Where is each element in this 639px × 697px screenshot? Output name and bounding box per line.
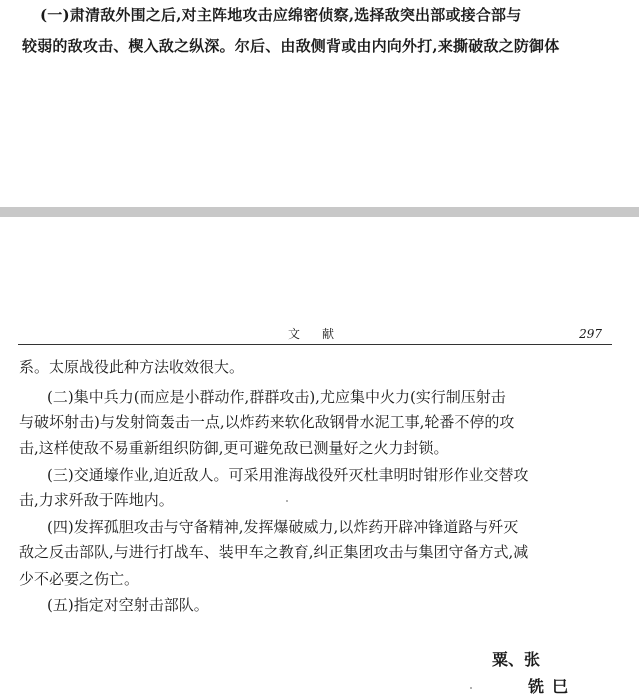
body-line: 与破坏射击)与发射筒轰击一点,以炸药来软化敌钢骨水泥工事,轮番不停的攻 — [19, 413, 515, 431]
header-rule — [18, 344, 612, 345]
body-line: (三)交通壕作业,迫近敌人。可采用淮海战役歼灭杜聿明时钳形作业交替攻 — [47, 466, 529, 484]
body-line: 击,这样使敌不易重新组织防御,更可避免敌已测量好之火力封锁。 — [19, 439, 449, 457]
body-line: 系。太原战役此种方法收效很大。 — [19, 358, 245, 376]
scan-speck — [470, 687, 472, 689]
running-header — [18, 326, 612, 346]
body-line: (四)发挥孤胆攻击与守备精神,发挥爆破威力,以炸药开辟冲锋道路与歼灭 — [47, 518, 519, 536]
scan-speck — [286, 500, 288, 502]
body-line: (五)指定对空射击部队。 — [47, 596, 209, 614]
body-line: 少不必要之伤亡。 — [19, 570, 140, 588]
fragment-line-2: 较弱的敌攻击、楔入敌之纵深。尔后、由敌侧背或由内向外打,来撕破敌之防御体 — [22, 37, 560, 55]
body-line: (二)集中兵力(而应是小群动作,群群攻击),尤应集中火力(实行制压射击 — [47, 388, 506, 406]
signature-names: 粟、张 — [492, 650, 541, 669]
signature-date-code: 铣巳 — [528, 677, 577, 696]
body-line: 敌之反击部队,与进行打战车、装甲车之教育,纠正集团攻击与集团守备方式,减 — [19, 543, 529, 561]
page-number: 297 — [579, 327, 602, 341]
fragment-line-1: (一)肃清敌外围之后,对主阵地攻击应绵密侦察,选择敌突出部或接合部与 — [40, 6, 522, 24]
body-line: 击,力求歼敌于阵地内。 — [19, 491, 174, 509]
header-title: 文献 — [288, 327, 357, 341]
scan-divider — [0, 207, 639, 217]
